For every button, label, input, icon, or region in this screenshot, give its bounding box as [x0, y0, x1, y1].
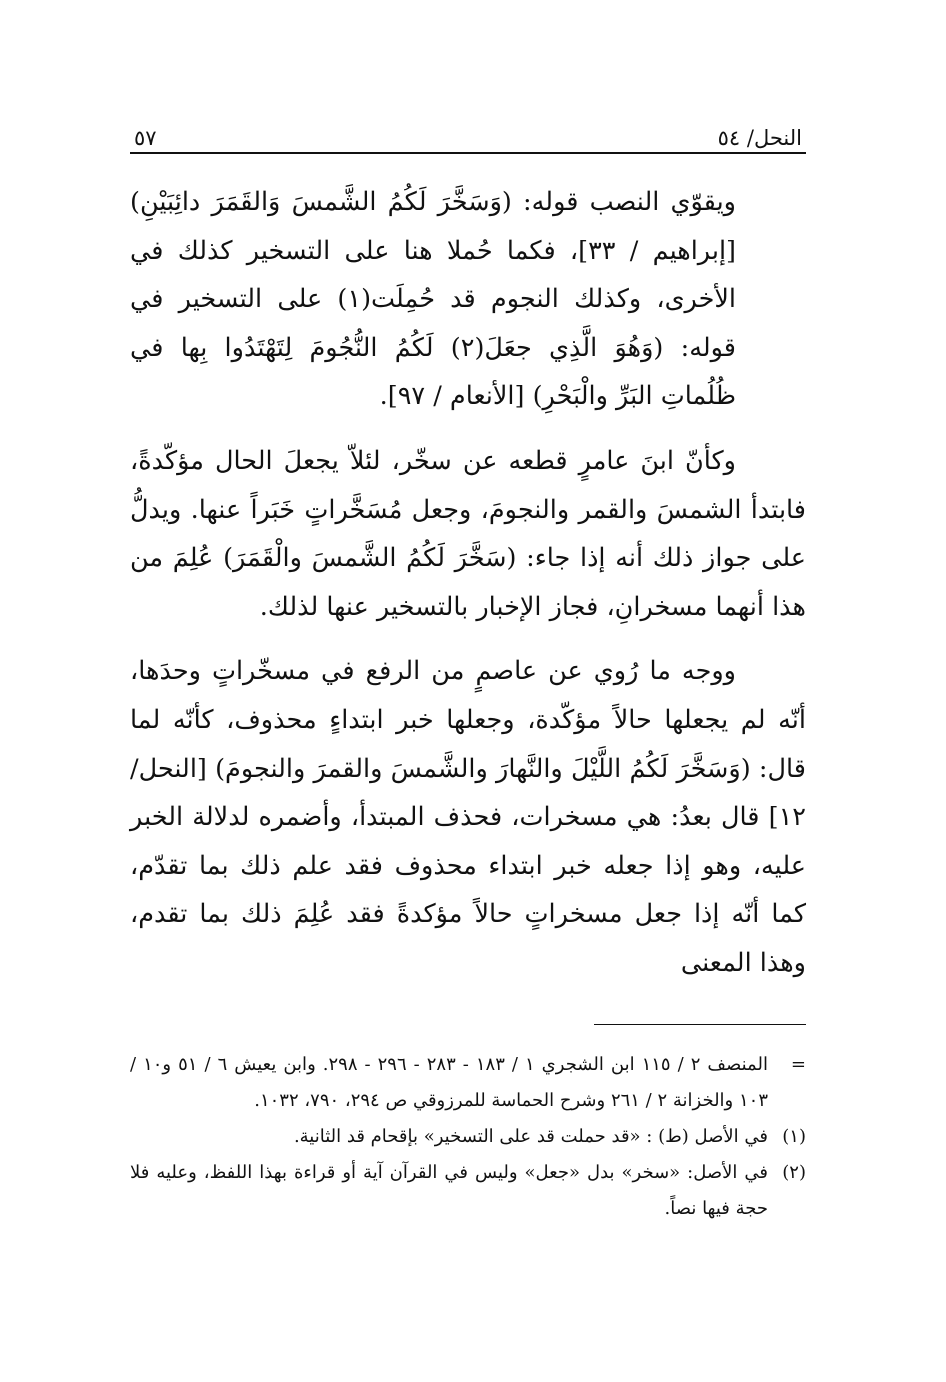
footnote-text: المنصف ٢ / ١١٥ ابن الشجري ١ / ١٨٣ - ٢٨٣ - ٢٩٦ - ٢٩٨. وابن يعيش ٦ / ٥١ و١٠ / ١٠٣ والخزانة ٢ / ٢٦١ وشرح الحماسة للمرزوقي ص ٢٩٤، ٧٩٠، ١٠٣٢.	[130, 1053, 768, 1111]
footnote-separator	[594, 1024, 806, 1025]
running-title: النحل/ ٥٤	[717, 126, 802, 150]
page-number: ٥٧	[134, 126, 157, 150]
footnote-1	[130, 1119, 806, 1155]
page-header	[130, 108, 806, 150]
header-rule	[130, 152, 806, 154]
paragraph-3: ووجه ما رُوي عن عاصمٍ من الرفع في مسخّراتٍ وحدَها، أنّه لم يجعلها حالاً مؤكّدة، وجعلها خبر ابتداءٍ محذوف، كأنّه لما قال: (وَسَخَّرَ لَكُمُ اللَّيْلَ والنَّهارَ والشَّمسَ والقمرَ والنجومَ) [النحل/ ١٢] قال بعدُ: هي مسخرات، فحذف المبتدأ، وأضمره لدلالة الخبر عليه، وهو إذا جعله خبر ابتداء محذوف فقد علم ذلك بما تقدّم، كما أنّه إذا جعل مسخراتٍ حالاً مؤكدةً فقد عُلِمَ ذلك بما تقدم، وهذا المعنى	[130, 656, 806, 978]
footnote-mark: =	[790, 1053, 806, 1075]
paragraph-1: ويقوّي النصب قوله: (وَسَخَّرَ لَكُمُ الشَّمسَ وَالقَمَرَ دائِبَيْنِ) [إبراهيم / ٣٣]، فكما حُملا هنا على التسخير كذلك في الأخرى، وكذلك النجوم قد حُمِلَت(١) على التسخير في قوله: (وَهُوَ الَّذِي جعَلَ(٢) لَكُمُ النُّجُومَ لِتَهْتَدُوا بِها في ظُلُماتِ البَرِّ والْبَحْرِ) [الأنعام / ٩٧].	[130, 187, 737, 412]
paragraph-2: وكأنّ ابنَ عامرٍ قطعه عن سخّر، لئلاّ يجعلَ الحال مؤكّدةً، فابتدأ الشمسَ والقمر والنجومَ، وجعل مُسَخَّراتٍ خَبَراً عنها. ويدلُّ على جواز ذلك أنه إذا جاء: (سَخَّرَ لَكُمُ الشَّمسَ والْقَمَرَ) عُلِمَ من هذا أنهما مسخرانِ، فجاز الإخبار بالتسخير عنها لذلك.	[130, 445, 806, 622]
footnote-mark: (٢)	[782, 1161, 806, 1183]
footnote-text: في الأصل (ط) : «قد حملت قد على التسخير» بإقحام قد الثانية.	[293, 1125, 768, 1147]
book-page	[130, 108, 806, 1227]
footnote-mark: (١)	[782, 1125, 806, 1147]
footnote-continued	[130, 1047, 806, 1119]
footnote-2	[130, 1155, 806, 1227]
footnotes	[130, 1047, 806, 1227]
footnote-text: في الأصل: «سخر» بدل «جعل» وليس في القرآن آية أو قراءة بهذا اللفظ، وعليه فلا حجة فيها نصاً.	[130, 1161, 768, 1219]
main-text	[130, 178, 806, 988]
